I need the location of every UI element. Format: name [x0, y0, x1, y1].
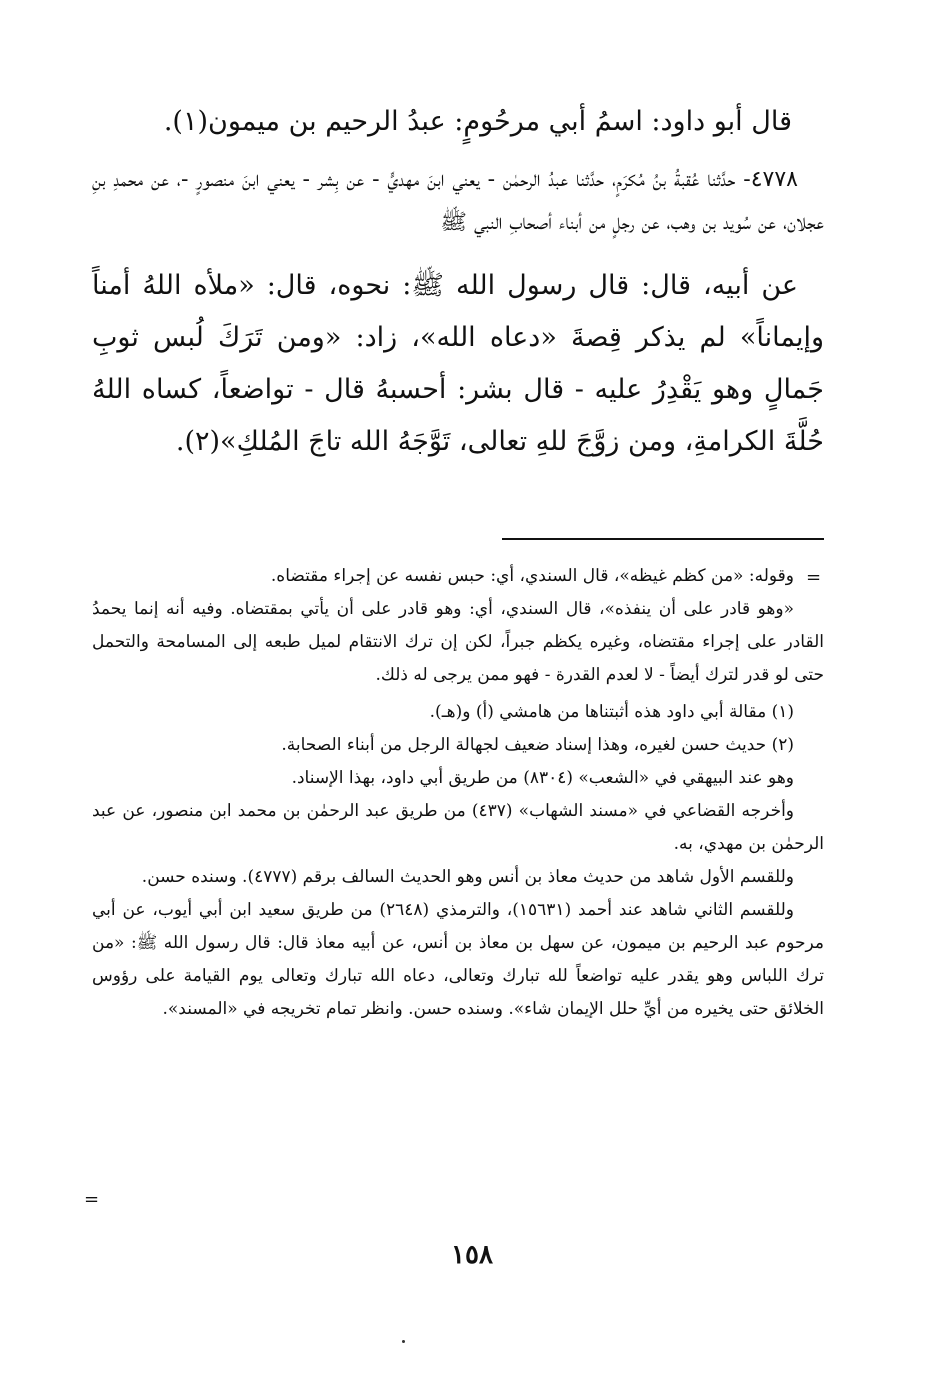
footnote-1: (١) مقالة أبي داود هذه أثبتناها من هامشي (أ) و(هـ). — [429, 702, 794, 722]
footnote-2-paragraph: وللقسم الأول شاهد من حديث معاذ بن أنس وهو الحديث السالف برقم (٤٧٧٧). وسنده حسن. — [141, 867, 794, 887]
footnote-separator — [502, 538, 824, 540]
heading-line: قال أبو داود: اسمُ أبي مرحُومٍ: عبدُ الرحيم بن ميمون(١). — [163, 106, 792, 137]
scan-speck — [402, 1340, 405, 1343]
footnotes — [92, 560, 824, 1026]
footnote-2-paragraph: وأخرجه القضاعي في «مسند الشهاب» (٤٣٧) من طريق عبد الرحمٰن بن محمد ابن منصور، عن عبد الرحمٰن بن مهدي، به. — [92, 801, 824, 854]
footnote-2-paragraph: وهو عند البيهقي في «الشعب» (٨٣٠٤) من طريق أبي داود، بهذا الإسناد. — [291, 768, 794, 788]
hadith-chain: ٤٧٧٨- حدَّثنا عُقبةُ بنُ مُكرَمٍ، حدَّثنا عبدُ الرحمٰن - يعني ابنَ مهديٍّ - عن بِشر - يعني ابنَ منصورٍ -، عن محمدِ بنِ عجلان، عن سُويد بن وهب، عن رجلٍ من أبناء أصحابِ النبي ﷺ — [92, 167, 824, 235]
carry-over-note: وقوله: «من كظم غيظه»، قال السندي، أي: حبس نفسه عن إجراء مقتضاه. — [270, 566, 794, 586]
continuation-mark: = — [806, 567, 822, 588]
page-number: ١٥٨ — [451, 1240, 493, 1270]
main-text — [92, 96, 824, 468]
hadith-text: عن أبيه، قال: قال رسول الله ﷺ: نحوه، قال: «ملأه اللهُ أمناً وإيماناً» لم يذكر قِصةَ «دعاه الله»، زاد: «ومن تَرَكَ لُبس ثوبِ جَمالٍ وهو يَقْدِرُ عليه - قال بشر: أحسبهُ قال - تواضعاً، كساه اللهُ حُلَّةَ الكرامةِ، ومن زوَّجَ للهِ تعالى، تَوَّجَهُ الله تاجَ المُلكِ»(٢). — [92, 270, 824, 457]
footnote-2: (٢) حديث حسن لغيره، وهذا إسناد ضعيف لجهالة الرجل من أبناء الصحابة. — [281, 735, 794, 755]
footnote-2-paragraph: وللقسم الثاني شاهد عند أحمد (١٥٦٣١)، والترمذي (٢٦٤٨) من طريق سعيد ابن أبي أيوب، عن أبي مرحوم عبد الرحيم بن ميمون، عن سهل بن معاذ بن أنس، عن أبيه معاذ قال: قال رسول الله ﷺ: «من ترك اللباس وهو يقدر عليه تواضعاً لله تبارك وتعالى، دعاه الله تبارك وتعالى يوم القيامة على رؤوس الخلائق حتى يخيره من أيِّ حلل الإيمان شاء». وسنده حسن. وانظر تمام تخريجه في «المسند». — [92, 900, 824, 1019]
end-continuation-mark: = — [84, 1189, 100, 1210]
carry-over-note: «وهو قادر على أن ينفذه»، قال السندي، أي: وهو قادر على أن يأتي بمقتضاه. وفيه أنه إنما يحمدُ القادر على إجراء مقتضاه، وغيره يكظم جبراً، لكن إن ترك الانتقام لميل طبعه إلى المسامحة والتحمل حتى لو قدر لترك أيضاً - لا لعدم القدرة - فهو ممن يرجى له ذلك. — [92, 599, 824, 685]
